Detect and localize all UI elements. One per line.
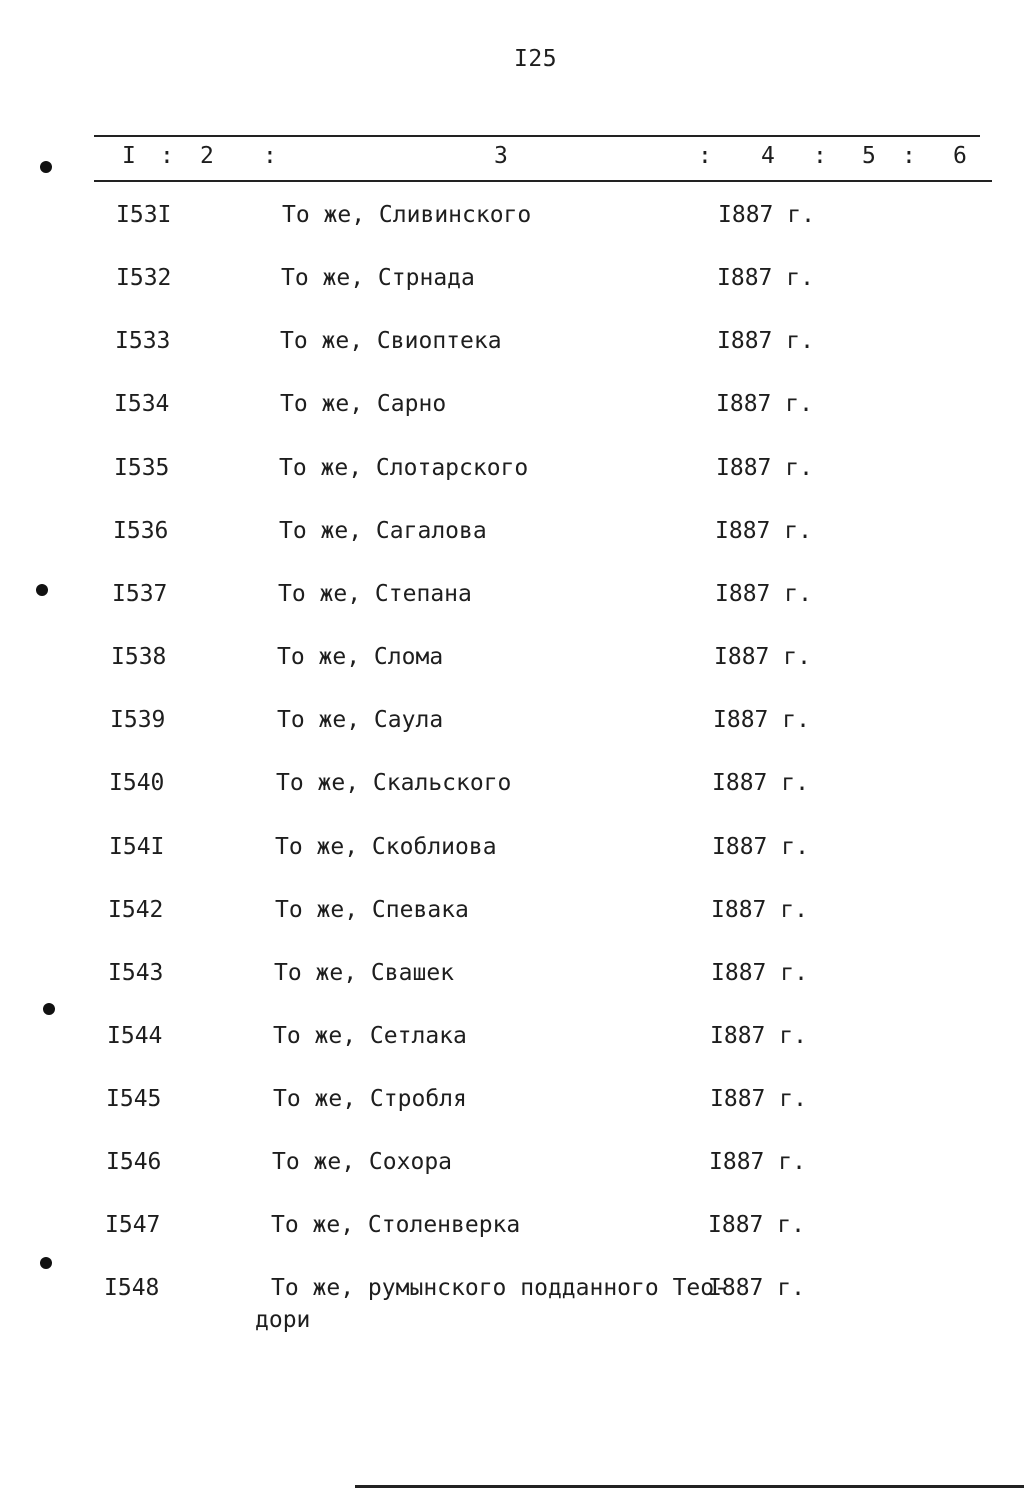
entry-year: I887 г. [715,518,812,544]
table-row [0,834,1024,874]
entry-description: То же, Стробля [273,1086,467,1112]
table-row [0,202,1024,242]
entry-description: То же, Спевака [275,897,469,923]
entry-year: I887 г. [716,455,813,481]
entry-year: I887 г. [709,1149,806,1175]
entry-description: То же, Скоблиова [275,834,497,860]
table-row [0,455,1024,495]
table-row [0,328,1024,368]
entry-year: I887 г. [711,897,808,923]
entry-description: То же, Слотарского [279,455,529,481]
table-row [0,1023,1024,1063]
entry-description: То же, Степана [278,581,472,607]
entry-year: I887 г. [708,1275,805,1301]
table-row [0,960,1024,1000]
punch-hole-mark [40,1257,52,1269]
header-sep5: : [902,143,916,169]
table-row [0,1149,1024,1189]
header-col4: 4 [761,143,775,169]
header-sep4: : [813,143,827,169]
entry-year: I887 г. [712,770,809,796]
entry-number: I540 [109,770,165,796]
entry-number: I542 [108,897,164,923]
entry-year: I887 г. [717,265,814,291]
page-number: I25 [514,46,558,72]
entry-year: I887 г. [710,1086,807,1112]
header-col6: 6 [953,143,967,169]
header-col2: 2 [200,143,214,169]
entry-description: То же, румынского подданного Тео- [271,1275,728,1301]
entry-number: I533 [115,328,171,354]
row-continuation: дори [255,1307,311,1333]
entry-number: I546 [106,1149,162,1175]
header-col3: 3 [494,143,508,169]
entry-number: I544 [107,1023,163,1049]
entry-number: I543 [108,960,164,986]
table-row [0,1212,1024,1252]
entry-description: То же, Скальского [276,770,512,796]
entry-number: I539 [110,707,166,733]
table-row [0,897,1024,937]
entry-year: I887 г. [710,1023,807,1049]
entry-number: I534 [114,391,170,417]
entry-description: То же, Саула [277,707,444,733]
entry-year: I887 г. [718,202,815,228]
header-col5: 5 [862,143,876,169]
table-row [0,518,1024,558]
entry-number: I547 [105,1212,161,1238]
entry-year: I887 г. [715,581,812,607]
table-row [0,265,1024,305]
entry-year: I887 г. [713,707,810,733]
punch-hole-mark [36,584,48,596]
entry-year: I887 г. [712,834,809,860]
entry-year: I887 г. [714,644,811,670]
table-row [0,707,1024,747]
header-col1: I [122,143,136,169]
header-bottom-rule [94,180,992,182]
entry-number: I536 [113,518,169,544]
header-top-rule [94,135,980,137]
entry-number: I53I [116,202,172,228]
entry-description: То же, Сетлака [273,1023,467,1049]
entry-number: I545 [106,1086,162,1112]
entry-year: I887 г. [716,391,813,417]
table-row [0,644,1024,684]
entry-year: I887 г. [717,328,814,354]
entry-number: I548 [104,1275,160,1301]
table-row [0,581,1024,621]
entry-description: То же, Столенверка [271,1212,521,1238]
entry-description: То же, Сагалова [279,518,487,544]
header-sep2: : [263,143,277,169]
entry-description: То же, Стрнада [281,265,475,291]
table-row [0,1086,1024,1126]
entry-description: То же, Сохора [272,1149,453,1175]
entry-number: I537 [112,581,168,607]
entry-year: I887 г. [708,1212,805,1238]
entry-number: I538 [111,644,167,670]
header-sep3: : [698,143,712,169]
header-sep1: : [160,143,174,169]
entry-description: То же, Свашек [274,960,455,986]
table-row [0,391,1024,431]
entry-number: I532 [116,265,172,291]
entry-year: I887 г. [711,960,808,986]
entry-description: То же, Сливинского [282,202,532,228]
punch-hole-mark [43,1003,55,1015]
entry-description: То же, Слома [277,644,444,670]
entry-description: То же, Свиоптека [280,328,502,354]
bottom-edge-rule [355,1485,1024,1488]
punch-hole-mark [40,161,52,173]
entry-number: I535 [114,455,170,481]
entry-number: I54I [109,834,165,860]
entry-description: То же, Сарно [280,391,447,417]
table-row [0,1275,1024,1315]
table-row [0,770,1024,810]
